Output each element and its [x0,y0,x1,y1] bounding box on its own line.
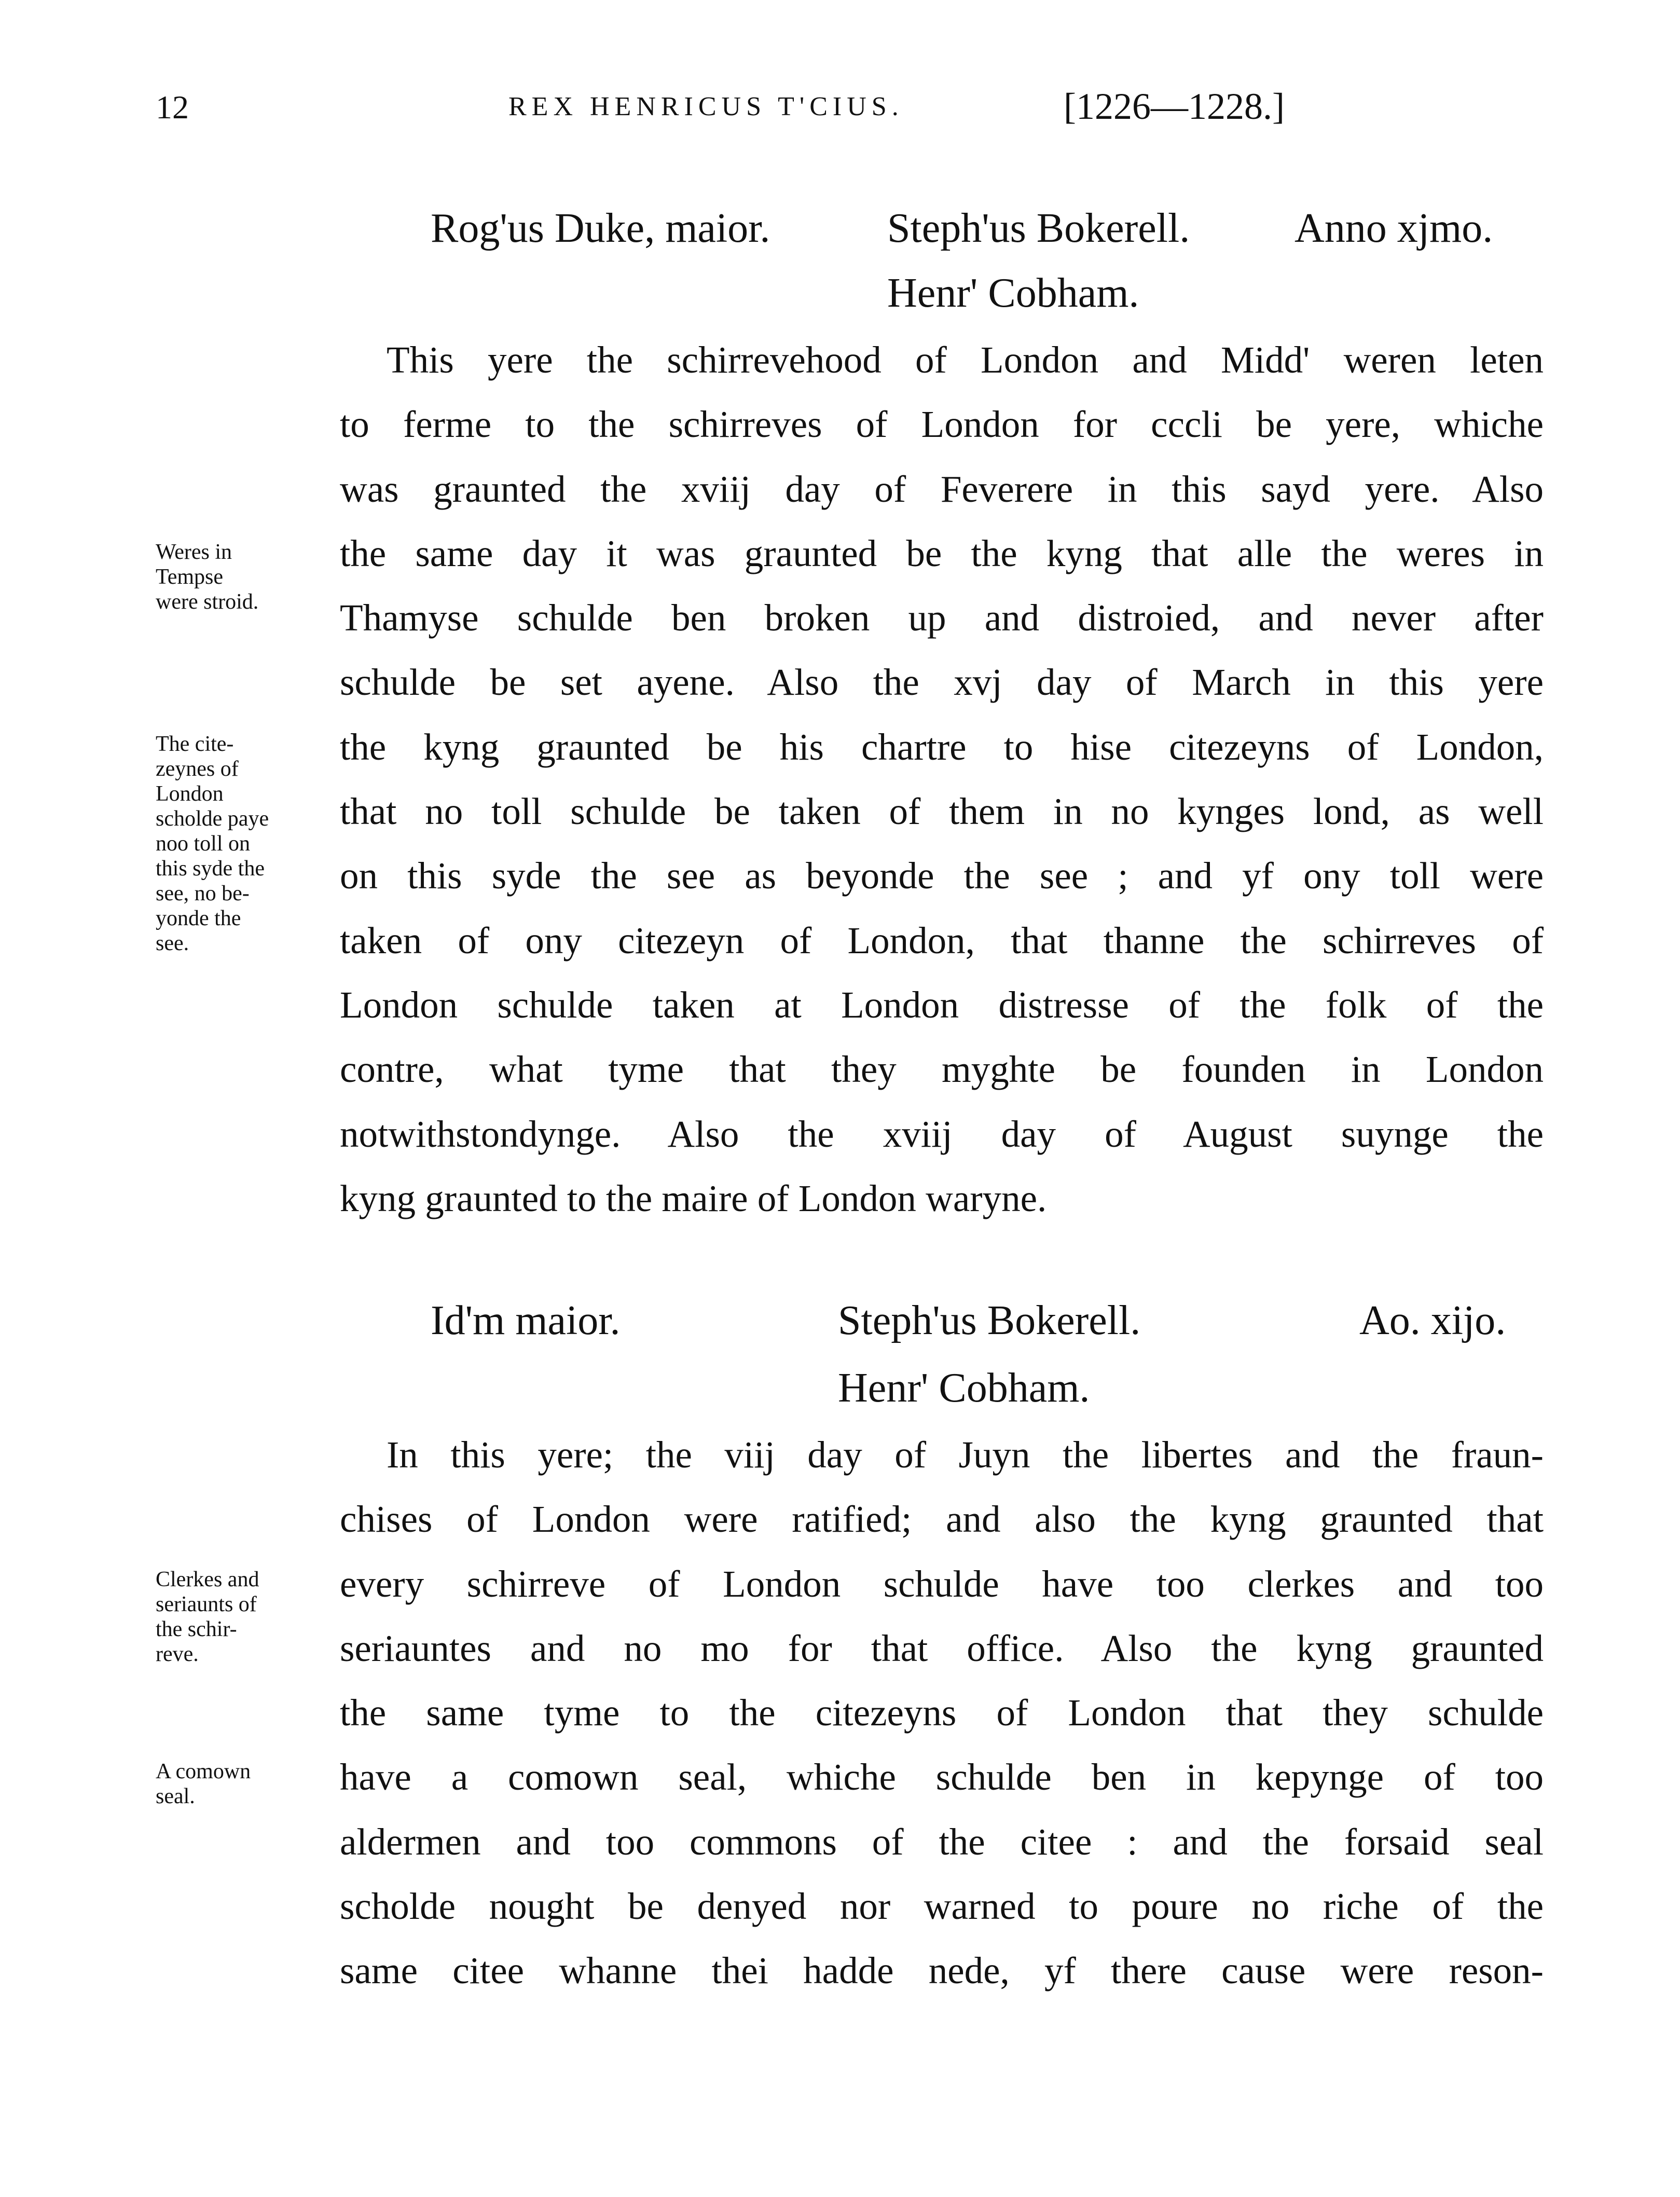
text-line: This yere the schirrevehood of London and Midd' weren leten [387,339,1544,381]
margin-note-line: this syde the [156,857,265,881]
text-line: scholde nought be denyed nor warned to poure no riche of the [340,1885,1544,1928]
margin-note-line: scholde paye [156,807,269,831]
section2-anno: Ao. xijo. [1359,1298,1506,1343]
margin-note-line: Weres in [156,540,232,564]
margin-note-line: see, no be- [156,882,250,905]
margin-note-seal [156,1759,327,1809]
text-line: seriauntes and no mo for that office. Also the kyng graunted [340,1627,1544,1669]
text-line: was graunted the xviij day of Feverere in this sayd yere. Also [340,468,1544,510]
text-line: notwithstondynge. Also the xviij day of August suynge the [340,1113,1544,1155]
margin-note-clerkes [156,1567,327,1667]
text-line: In this yere; the viij day of Juyn the libertes and the fraun- [387,1434,1544,1476]
margin-note-line: were stroid. [156,590,259,614]
section2-sheriff1: Steph'us Bokerell. [838,1298,1141,1343]
margin-note-line: zeynes of [156,757,239,781]
section1-sheriff2: Henr' Cobham. [887,270,1139,316]
section1-body [340,328,1544,1231]
running-title: REX HENRICUS T'CIUS. [508,92,904,121]
section2-sheriff2: Henr' Cobham. [838,1365,1090,1411]
text-line: the same day it was graunted be the kyng that alle the weres in [340,532,1544,574]
margin-note-line: Tempse [156,565,224,589]
text-line: that no toll schulde be taken of them in no kynges lond, as well [340,790,1544,833]
margin-note-line: London [156,782,224,806]
margin-note-line: reve. [156,1642,199,1666]
text-line: chises of London were ratified; and also the kyng graunted that [340,1498,1544,1541]
text-line: London schulde taken at London distresse of the folk of the [340,983,1544,1026]
text-line: on this syde the see as beyonde the see ; and yf ony toll were [340,855,1544,897]
section2-mayor: Id'm maior. [431,1298,621,1343]
text-line: same citee whanne thei hadde nede, yf there cause were reson- [340,1949,1544,1992]
text-line: contre, what tyme that they myghte be founden in London [340,1048,1544,1091]
section1-anno: Anno xjmo. [1295,205,1493,251]
text-line: Thamyse schulde ben broken up and distroied, and never after [340,597,1544,639]
margin-note-line: seriaunts of [156,1592,257,1616]
section1-mayor: Rog'us Duke, maior. [431,205,770,251]
margin-note-line: seal. [156,1784,195,1808]
text-line: the same tyme to the citezeyns of London that they schulde [340,1692,1544,1734]
section2-body [340,1423,1544,2003]
margin-note-line: yonde the [156,907,241,930]
running-years: [1226—1228.] [1064,86,1285,127]
margin-note-line: see. [156,931,189,955]
margin-note-line: A comown [156,1760,251,1783]
margin-note-line: noo toll on [156,832,251,856]
margin-note-line: the schir- [156,1617,237,1641]
margin-note-line: The cite- [156,732,234,756]
running-head [0,88,1680,145]
text-line: aldermen and too commons of the citee : and the forsaid seal [340,1820,1544,1863]
text-line: kyng graunted to the maire of London waryne. [340,1177,1047,1219]
text-line: schulde be set ayene. Also the xvj day of March in this yere [340,661,1544,704]
margin-note-citezeynes [156,732,327,956]
text-line: the kyng graunted be his chartre to hise citezeyns of London, [340,725,1544,768]
page-number: 12 [156,89,189,126]
margin-note-line: Clerkes and [156,1568,259,1591]
text-line: taken of ony citezeyn of London, that thanne the schirreves of [340,919,1544,962]
text-line: every schirreve of London schulde have too clerkes and too [340,1562,1544,1605]
section1-sheriff1: Steph'us Bokerell. [887,205,1190,251]
text-line: to ferme to the schirreves of London for cccli be yere, whiche [340,403,1544,446]
margin-note-weres [156,540,327,614]
text-line: have a comown seal, whiche schulde ben in kepynge of too [340,1756,1544,1798]
